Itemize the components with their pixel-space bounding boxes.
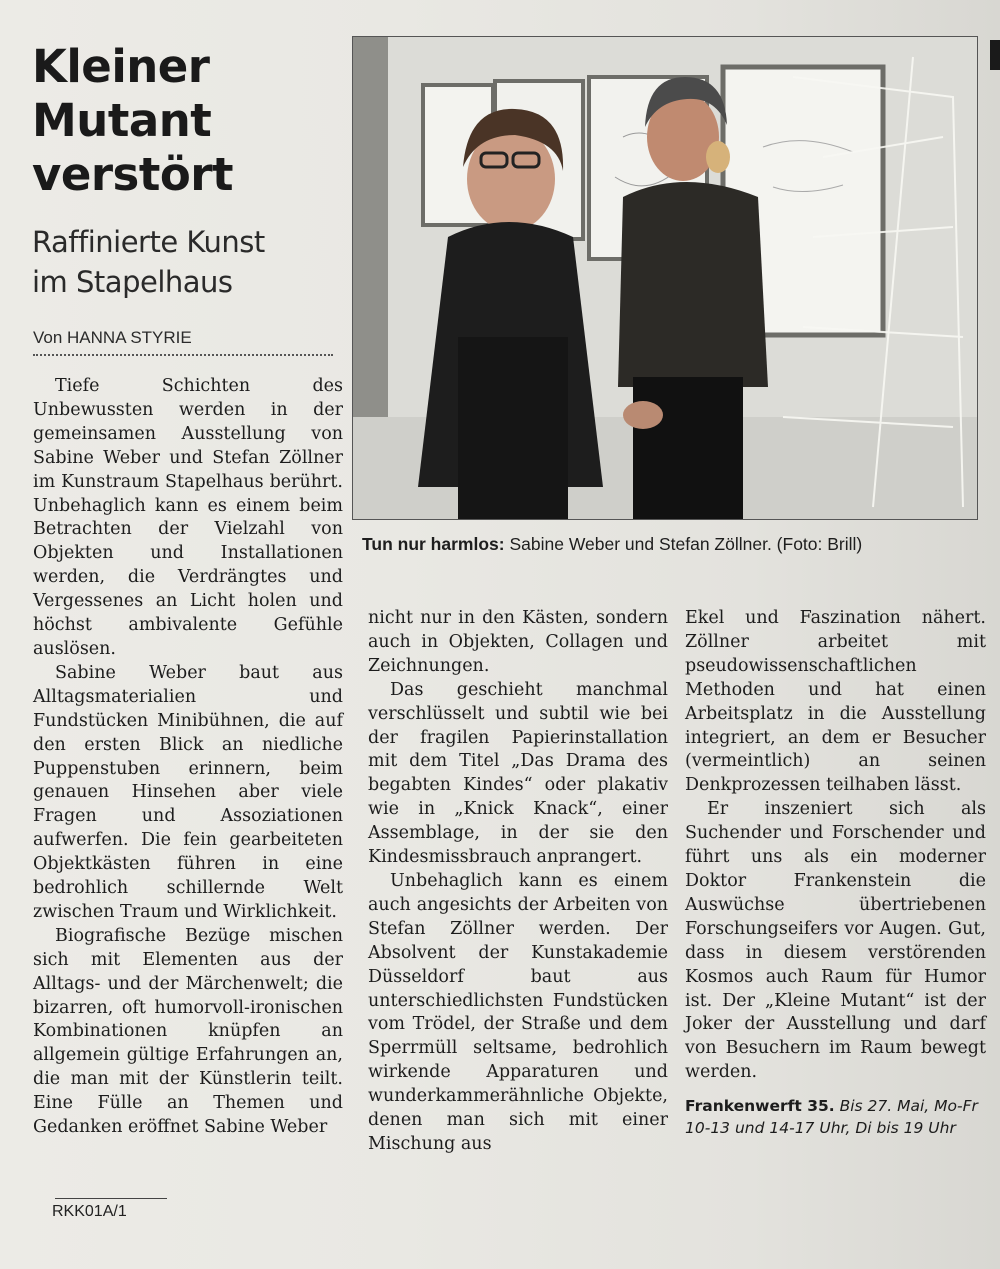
subheadline-line: Raffinierte Kunst bbox=[32, 225, 265, 259]
exhibition-info bbox=[685, 1095, 986, 1139]
headline-line: Mutant bbox=[32, 94, 212, 147]
article-paragraph: Das geschieht manchmal verschlüsselt und subtil wie bei der fragilen Papierinstallation mit dem Titel „Das Drama des begabten Kindes“ oder plakativ wie in „Knick Knack“, einer Assemblage, in der sie den Kindesmissbrauch anprangert. bbox=[368, 679, 668, 868]
exhibition-address: Frankenwerft 35. bbox=[685, 1097, 835, 1116]
headline-line: Kleiner bbox=[32, 40, 210, 93]
article-paragraph: Ekel und Faszination nähert. Zöllner arbeitet mit pseudowissenschaftlichen Methoden und hat einen Arbeitsplatz in die Ausstellung integriert, an dem er Besucher (vermeintlich) an seinen Denkprozessen teilhaben lässt. bbox=[685, 608, 986, 796]
article-column-2 bbox=[368, 607, 668, 1157]
page-edge-mark bbox=[990, 40, 1000, 70]
photo-caption bbox=[362, 534, 976, 555]
byline: Von HANNA STYRIE bbox=[33, 328, 333, 356]
article-column-1 bbox=[33, 375, 343, 1140]
article-paragraph: Tiefe Schichten des Unbewussten werden in der gemeinsamen Ausstellung von Sabine Weber und Stefan Zöllner im Kunstraum Stapelhaus berührt. Unbehaglich kann es einem beim Betrachten der Vielzahl von Objekten und Installationen werden, die Verdrängtes und Vergessenes an Licht holen und höchst ambivalente Gefühle auslösen. bbox=[33, 376, 343, 659]
article-paragraph: nicht nur in den Kästen, sondern auch in Objekten, Collagen und Zeichnungen. bbox=[368, 608, 668, 676]
caption-text: Sabine Weber und Stefan Zöllner. (Foto: Brill) bbox=[509, 534, 863, 554]
article-column-3 bbox=[685, 607, 986, 1139]
article-paragraph: Sabine Weber baut aus Alltagsmaterialien und Fundstücken Minibühnen, die auf den ersten Blick an niedliche Puppenstuben erinnern, beim genauen Hinsehen aber viele Fragen und Assoziationen aufwerfen. Die fein gearbeiteten Objektkästen führen in eine bedrohlich schillernde Welt zwischen Traum und Wirklichkeit. bbox=[33, 662, 343, 922]
subheadline-line: im Stapelhaus bbox=[32, 265, 233, 299]
caption-lead: Tun nur harmlos: bbox=[362, 534, 505, 554]
article-paragraph: Unbehaglich kann es einem auch angesichts der Arbeiten von Stefan Zöllner werden. Der Absolvent der Kunstakademie Düsseldorf baut aus unterschiedlichsten Fundstücken vom Trödel, der Straße und dem Sperrmüll seltsame, bedrohlich wirkende Apparaturen und wunderkammerähnliche Objekte, denen man sich mit einer Mischung aus bbox=[368, 870, 668, 1154]
photo-illustration bbox=[353, 37, 977, 519]
article-photo bbox=[352, 36, 978, 520]
subheadline bbox=[32, 222, 342, 302]
headline bbox=[32, 40, 342, 202]
footer-rule bbox=[55, 1198, 167, 1199]
exhibition-hours: Bis 27. Mai, Mo-Fr 10-13 und 14-17 Uhr, Di bis 19 Uhr bbox=[685, 1097, 978, 1138]
page-code: RKK01A/1 bbox=[52, 1203, 127, 1220]
article-paragraph: Er inszeniert sich als Suchender und Forschender und führt uns als ein moderner Doktor Frankenstein die Auswüchse übertriebenen Forschungseifers vor Augen. Gut, dass in diesem verstörenden Kosmos auch Raum für Humor ist. Der „Kleine Mutant“ ist der Joker der Ausstellung und darf von Besuchern im Raum bewegt werden. bbox=[685, 799, 986, 1083]
headline-line: verstört bbox=[32, 148, 233, 201]
article-paragraph: Biografische Bezüge mischen sich mit Elementen aus der Alltags- und der Märchenwelt; die bizarren, oft humorvoll-ironischen Kombinationen knüpfen an allgemein gültige Erfahrungen an, die man mit der Künstlerin teilt. Eine Fülle an Themen und Gedanken eröffnet Sabine Weber bbox=[33, 925, 343, 1138]
